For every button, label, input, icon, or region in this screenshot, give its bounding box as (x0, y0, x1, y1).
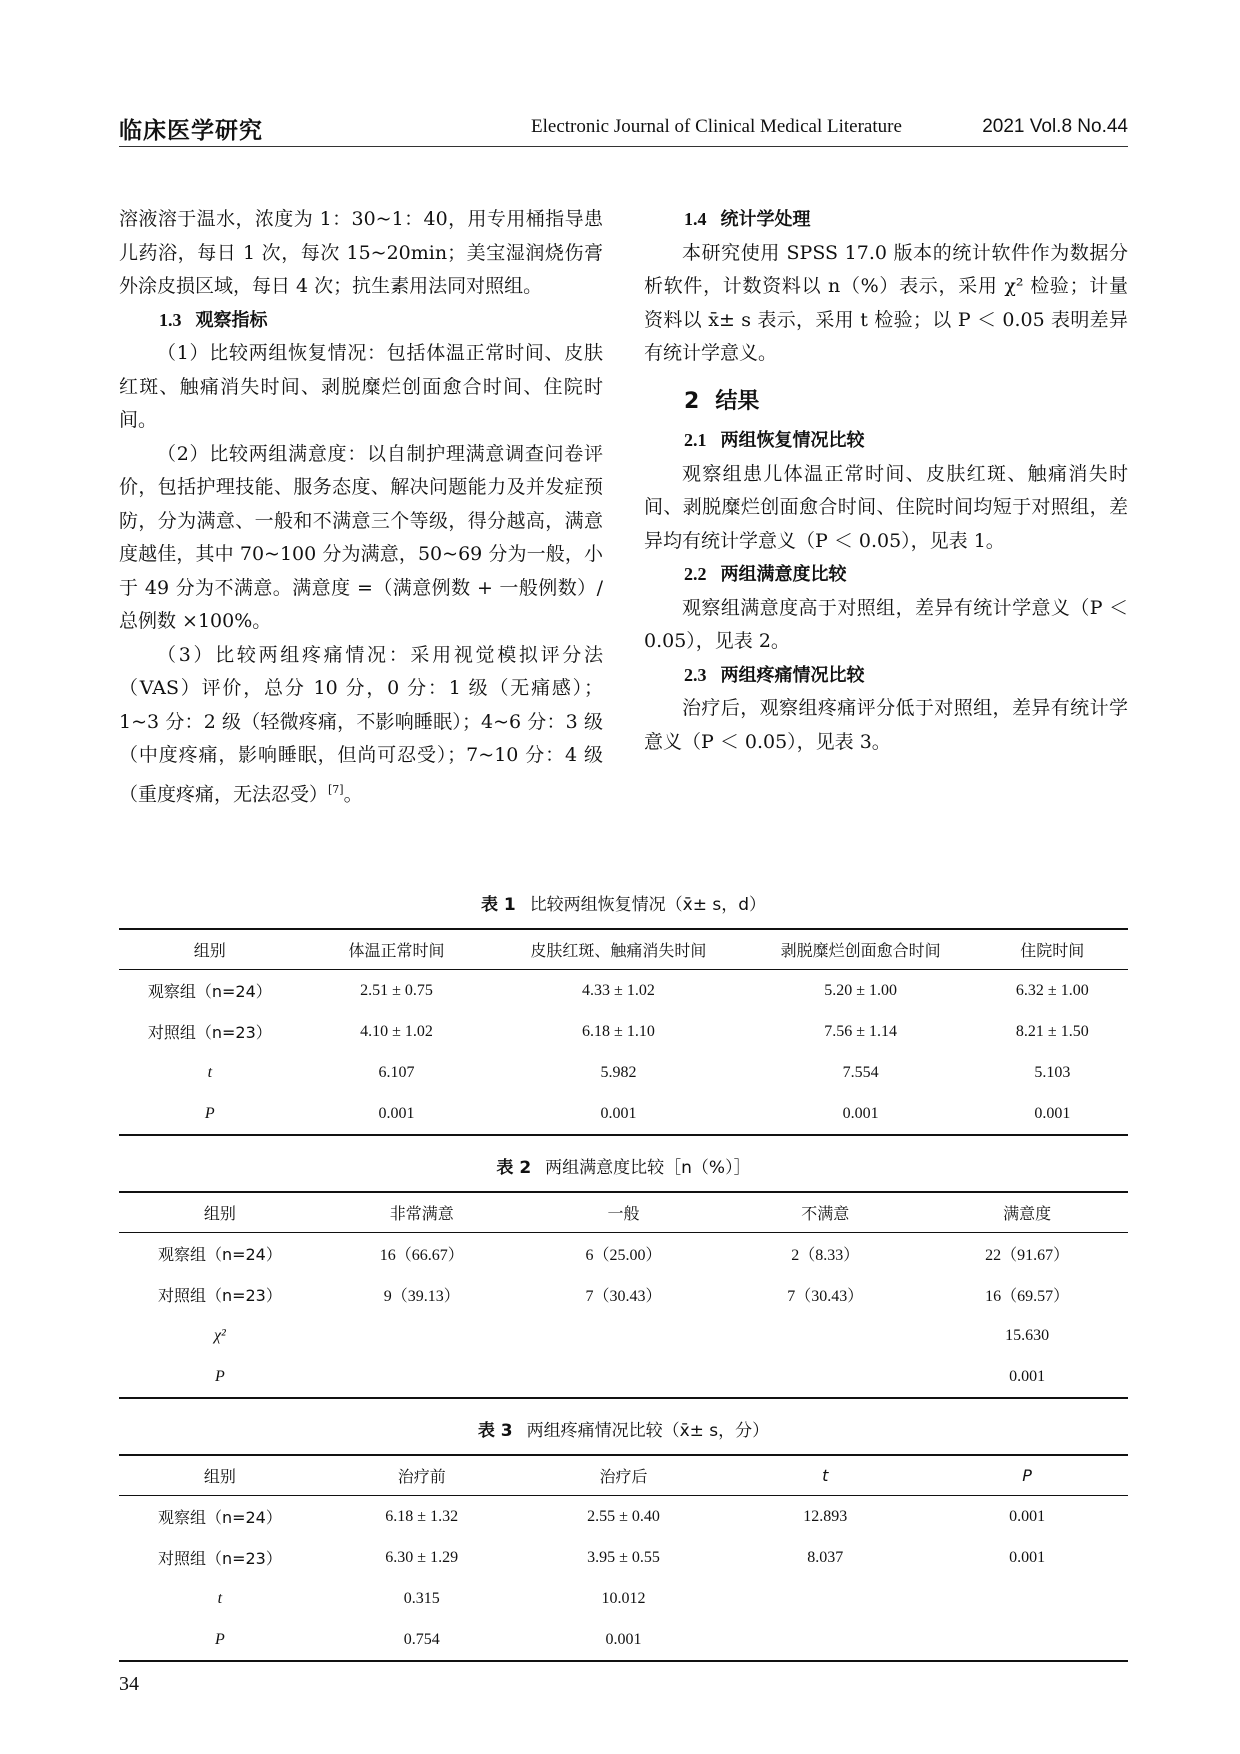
data-table (119, 1454, 1128, 1662)
table-cell: t (207, 1063, 213, 1081)
table-cell: 6.30 ± 1.29 (385, 1548, 459, 1566)
section-number: 1.4 (684, 209, 707, 229)
section-title: 结果 (715, 388, 760, 414)
page-header (119, 108, 1128, 148)
paragraph: 本研究使用 SPSS 17.0 版本的统计软件作为数据分析软件，计数资料以 n（%）表示，采用 χ² 检验；计量资料以 x̄± s 表示，采用 t 检验；以 P ＜ 0.05 表明差异有统计学意义。 (644, 241, 1128, 364)
section-heading-2-3 (644, 659, 1128, 693)
section-number: 2.3 (684, 664, 707, 685)
right-column (644, 203, 1128, 759)
table-cell (724, 1356, 926, 1398)
section-title: 两组疼痛情况比较 (720, 664, 865, 686)
section-heading-2-2 (644, 558, 1128, 592)
table-header-row (119, 1455, 1128, 1496)
table-cell (724, 1315, 926, 1356)
journal-title-en: Electronic Journal of Clinical Medical Literature (531, 116, 902, 137)
table-cell: P (119, 1356, 321, 1398)
column-header: 组别 (119, 929, 301, 970)
table-row (119, 1274, 1128, 1315)
table-cell: 对照组（n=23） (157, 1549, 282, 1568)
table-row (119, 1233, 1128, 1275)
table-cell: 对照组（n=23） (147, 1023, 272, 1042)
table-label: 表 1 (480, 895, 516, 915)
column-header: 一般 (523, 1192, 725, 1233)
table-cell: 16（66.67） (379, 1247, 464, 1264)
journal-title-cn: 临床医学研究 (119, 118, 263, 144)
section-title: 统计学处理 (720, 209, 811, 230)
table-cell (523, 1356, 725, 1398)
table-cell: 观察组（n=24） (157, 1508, 282, 1527)
table-row (119, 1356, 1128, 1398)
table-cell: 观察组（n=24） (157, 1245, 282, 1264)
data-table (119, 1191, 1128, 1399)
page-number: 34 (119, 1673, 139, 1695)
table-2 (119, 1153, 1128, 1399)
table-cell: χ² (213, 1326, 226, 1344)
section-number: 2 (684, 388, 700, 414)
table-cell: 0.001 (1009, 1548, 1046, 1566)
table-cell: 9（39.13） (383, 1288, 460, 1305)
section-heading-2 (644, 385, 1128, 419)
table-caption (119, 1153, 1128, 1191)
table-cell: 0.001 (523, 1619, 725, 1661)
table-cell: 16（69.57） (985, 1288, 1070, 1305)
column-header: 剥脱糜烂创面愈合时间 (745, 929, 977, 970)
paragraph: 观察组满意度高于对照组，差异有统计学意义（P ＜ 0.05），见表 2。 (644, 596, 1128, 652)
table-cell (523, 1315, 725, 1356)
table-cell (724, 1619, 926, 1661)
column-header: 不满意 (724, 1192, 926, 1233)
citation-ref: [7] (328, 782, 344, 796)
table-cell: 0.001 (926, 1356, 1128, 1398)
table-caption (119, 890, 1128, 928)
column-header: P (926, 1455, 1128, 1496)
table-cell: 6.107 (378, 1063, 415, 1081)
table-cell (321, 1315, 523, 1356)
paragraph: 治疗后，观察组疼痛评分低于对照组，差异有统计学意义（P ＜ 0.05），见表 3。 (644, 697, 1128, 753)
table-row (119, 1619, 1128, 1661)
column-header: 体温正常时间 (301, 929, 493, 970)
section-title: 两组满意度比较 (720, 564, 847, 585)
left-column (119, 203, 603, 811)
header-divider (119, 146, 1128, 147)
section-heading-1-4 (644, 203, 1128, 237)
column-header: 治疗后 (523, 1455, 725, 1496)
table-cell (724, 1578, 926, 1619)
table-cell: 7（30.43） (787, 1288, 864, 1305)
table-cell: 0.001 (977, 1093, 1128, 1135)
column-header: 组别 (119, 1192, 321, 1233)
table-cell (926, 1619, 1128, 1661)
table-cell: 7.554 (842, 1063, 879, 1081)
column-header: 满意度 (926, 1192, 1128, 1233)
table-row (119, 1011, 1128, 1052)
table-cell: 0.001 (1009, 1507, 1046, 1525)
table-label: 表 2 (496, 1158, 532, 1178)
table-cell: 6.32 ± 1.00 (1015, 981, 1089, 999)
table-cell: t (217, 1589, 223, 1607)
table-row (119, 1578, 1128, 1619)
table-3 (119, 1416, 1128, 1662)
table-cell: 2.55 ± 0.40 (587, 1507, 660, 1525)
table-cell: P (119, 1093, 301, 1135)
table-row (119, 1496, 1128, 1538)
table-cell: 0.754 (321, 1619, 523, 1661)
table-row (119, 1052, 1128, 1093)
table-cell: 12.893 (803, 1507, 848, 1525)
table-cell: 0.001 (745, 1093, 977, 1135)
section-number: 2.1 (684, 430, 707, 450)
table-cell: 6.18 ± 1.10 (582, 1022, 655, 1040)
table-cell: 5.20 ± 1.00 (824, 981, 897, 999)
paragraph: （1）比较两组恢复情况：包括体温正常时间、皮肤红斑、触痛消失时间、剥脱糜烂创面愈合时间、住院时间。 (119, 342, 603, 431)
paragraph: （2）比较两组满意度：以自制护理满意调查问卷评价，包括护理技能、服务态度、解决问题能力及并发症预防，分为满意、一般和不满意三个等级，得分越高，满意度越佳，其中 70~100 分为满意，50~69 分为一般，小于 49 分为不满意。满意度 =（满意例数 + 一般例数）/ 总例数 ×100%。 (119, 442, 603, 632)
column-header: 治疗前 (321, 1455, 523, 1496)
section-heading-1-3 (119, 304, 603, 338)
table-cell: 0.315 (403, 1589, 440, 1607)
table-label: 表 3 (477, 1421, 513, 1441)
column-header: 皮肤红斑、触痛消失时间 (492, 929, 744, 970)
section-number: 1.3 (159, 309, 182, 330)
section-title: 观察指标 (195, 309, 268, 331)
section-number: 2.2 (684, 564, 707, 584)
table-cell: 8.21 ± 1.50 (1015, 1022, 1089, 1040)
table-header-row (119, 929, 1128, 970)
table-row (119, 1315, 1128, 1356)
table-cell: 5.982 (600, 1063, 637, 1081)
paragraph: 溶液溶于温水，浓度为 1：30~1：40，用专用桶指导患儿药浴，每日 1 次，每次 15~20min；美宝湿润烧伤膏外涂皮损区域，每日 4 次；抗生素用法同对照组。 (119, 208, 603, 297)
column-header: t (724, 1455, 926, 1496)
table-cell (321, 1356, 523, 1398)
journal-volume: 2021 Vol.8 No.44 (982, 116, 1128, 137)
table-header-row (119, 1192, 1128, 1233)
table-cell: 8.037 (807, 1548, 844, 1566)
table-cell: 10.012 (601, 1589, 646, 1607)
table-1 (119, 890, 1128, 1136)
column-header: 组别 (119, 1455, 321, 1496)
table-cell: P (119, 1619, 321, 1661)
column-header: 住院时间 (977, 929, 1128, 970)
section-title: 两组恢复情况比较 (720, 430, 865, 451)
table-cell: 0.001 (301, 1093, 493, 1135)
table-cell: 0.001 (492, 1093, 744, 1135)
table-title: 两组疼痛情况比较（x̄± s，分） (526, 1421, 770, 1441)
table-row (119, 1537, 1128, 1578)
table-cell: 7（30.43） (585, 1288, 662, 1305)
paragraph-text: （3）比较两组疼痛情况：采用视觉模拟评分法（VAS）评价，总分 10 分，0 分：1 级（无痛感）；1~3 分：2 级（轻微疼痛，不影响睡眠）；4~6 分：3 级（中度疼痛，影响睡眠，但尚可忍受）；7~10 分：4 级（重度疼痛，无法忍受） (119, 643, 603, 805)
table-title: 两组满意度比较［n（%）］ (545, 1158, 751, 1178)
table-cell: 6（25.00） (585, 1247, 662, 1264)
table-cell: 6.18 ± 1.32 (385, 1507, 459, 1525)
column-header: 非常满意 (321, 1192, 523, 1233)
table-title: 比较两组恢复情况（x̄± s，d） (529, 895, 767, 915)
table-cell: 7.56 ± 1.14 (824, 1022, 897, 1040)
table-cell: 4.10 ± 1.02 (360, 1022, 433, 1040)
table-cell: 观察组（n=24） (147, 982, 272, 1001)
table-cell: 2（8.33） (791, 1247, 860, 1264)
table-cell: 对照组（n=23） (157, 1286, 282, 1305)
table-row (119, 970, 1128, 1012)
table-cell (926, 1578, 1128, 1619)
table-cell: 3.95 ± 0.55 (587, 1548, 660, 1566)
section-heading-2-1 (644, 424, 1128, 458)
paragraph-end: 。 (343, 782, 363, 805)
data-table (119, 928, 1128, 1136)
table-cell: 22（91.67） (985, 1247, 1070, 1264)
table-cell: 5.103 (1034, 1063, 1071, 1081)
paragraph (119, 639, 603, 812)
paragraph: 观察组患儿体温正常时间、皮肤红斑、触痛消失时间、剥脱糜烂创面愈合时间、住院时间均短于对照组，差异均有统计学意义（P ＜ 0.05），见表 1。 (644, 462, 1128, 552)
table-cell: 15.630 (1005, 1326, 1050, 1344)
table-row (119, 1093, 1128, 1135)
table-cell: 4.33 ± 1.02 (582, 981, 655, 999)
table-cell: 2.51 ± 0.75 (360, 981, 433, 999)
table-caption (119, 1416, 1128, 1454)
